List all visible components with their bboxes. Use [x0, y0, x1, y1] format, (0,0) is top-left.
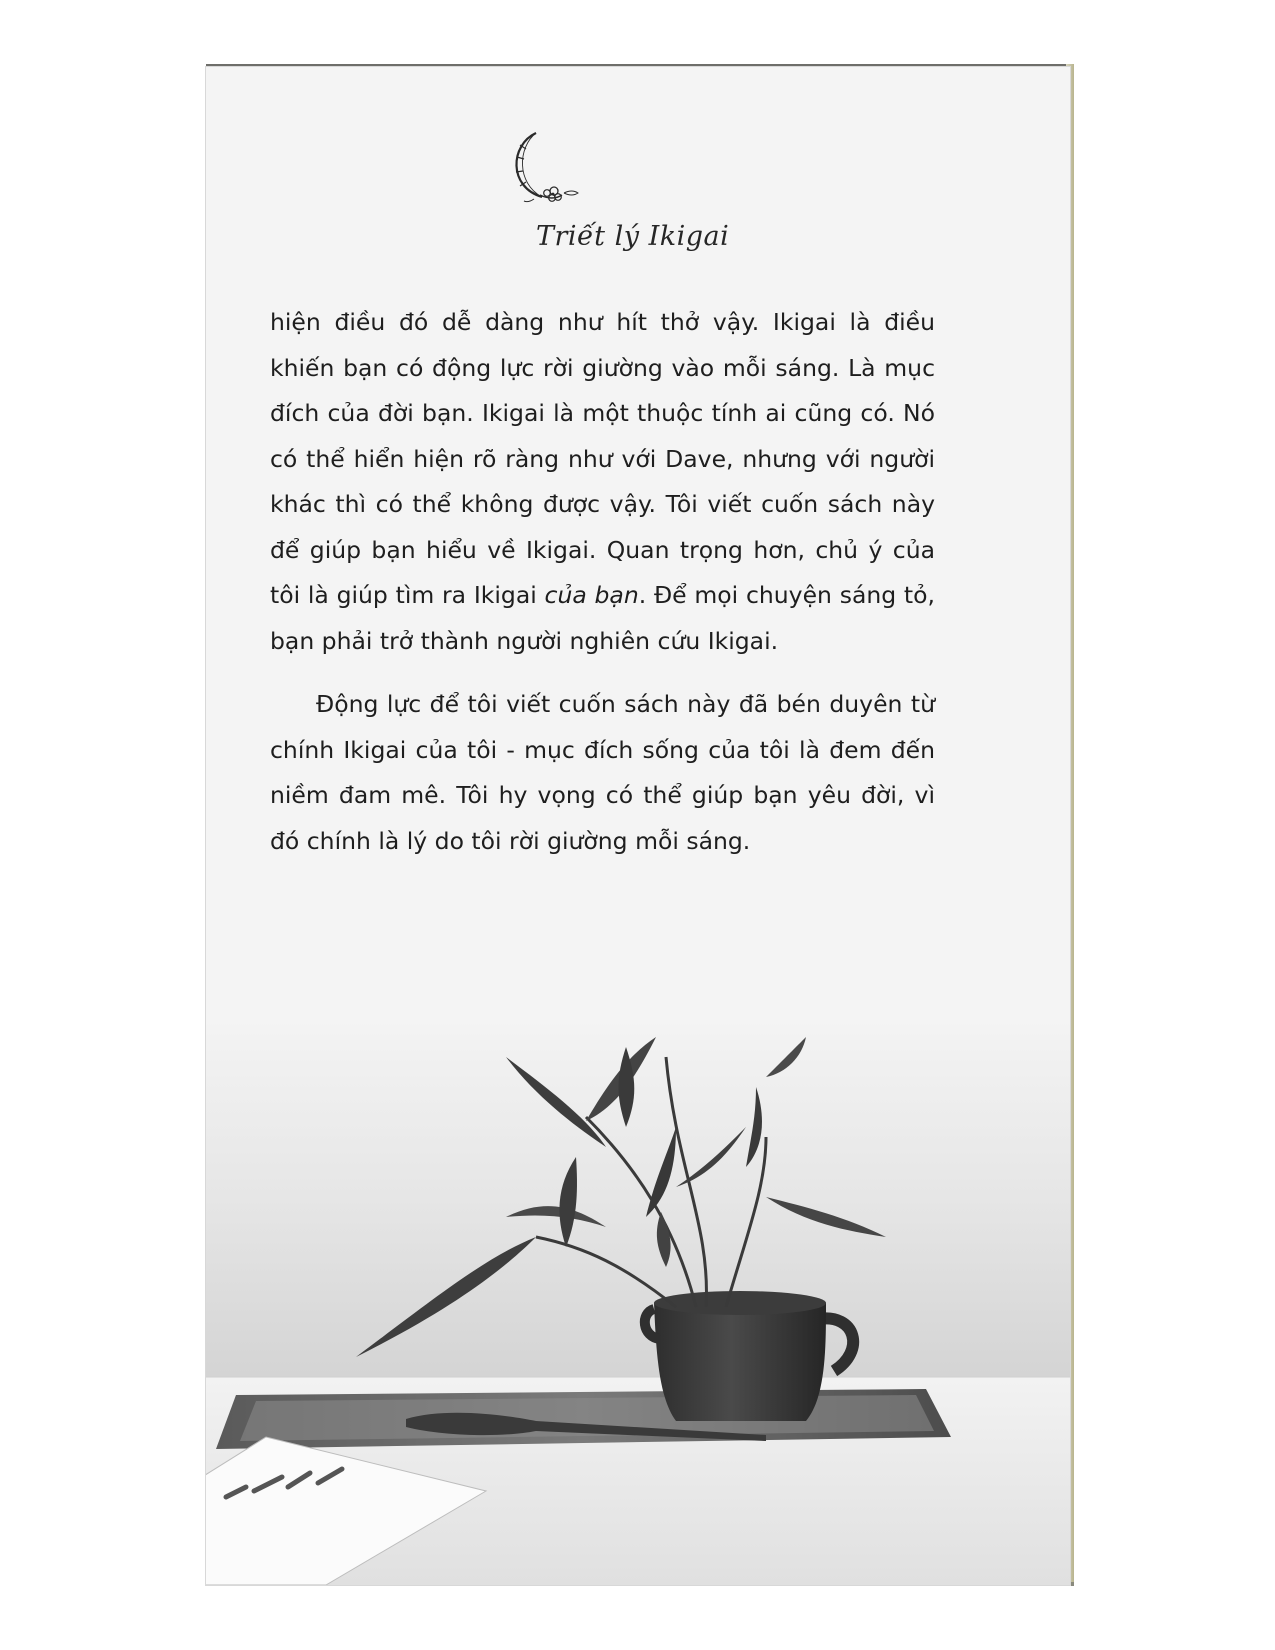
paragraph-1-emphasis: của bạn: [544, 581, 639, 609]
running-head-title: Triết lý Ikigai: [536, 221, 730, 252]
paragraph-1-text-end: . Để mọi chuyện sáng tỏ, bạn phải trở thành người nghiên cứu Ikigai.: [270, 581, 935, 655]
paragraph-1: [270, 300, 935, 664]
book-page: [206, 67, 1070, 1585]
crescent-flower-ornament-icon: [496, 129, 596, 209]
paragraph-2: Động lực để tôi viết cuốn sách này đã bén duyên từ chính Ikigai của tôi - mục đích sống của tôi là đem đến niềm đam mê. Tôi hy vọng có thể giúp bạn yêu đời, vì đó chính là lý do tôi rời giường mỗi sáng.: [270, 690, 935, 855]
bamboo-cup-tray-photo-icon: [206, 1017, 1070, 1585]
paragraph-1-text: hiện điều đó dễ dàng như hít thở vậy. Ikigai là điều khiến bạn có động lực rời giường vào mỗi sáng. Là mục đích của đời bạn. Ikigai là một thuộc tính ai cũng có. Nó có thể hiển hiện rõ ràng như với Dave, nhưng với người khác thì có thể không được vậy. Tôi viết cuốn sách này để giúp bạn hiểu về Ikigai. Quan trọng hơn, chủ ý của tôi là giúp tìm ra Ikigai: [270, 308, 935, 609]
body-text: [270, 300, 935, 864]
